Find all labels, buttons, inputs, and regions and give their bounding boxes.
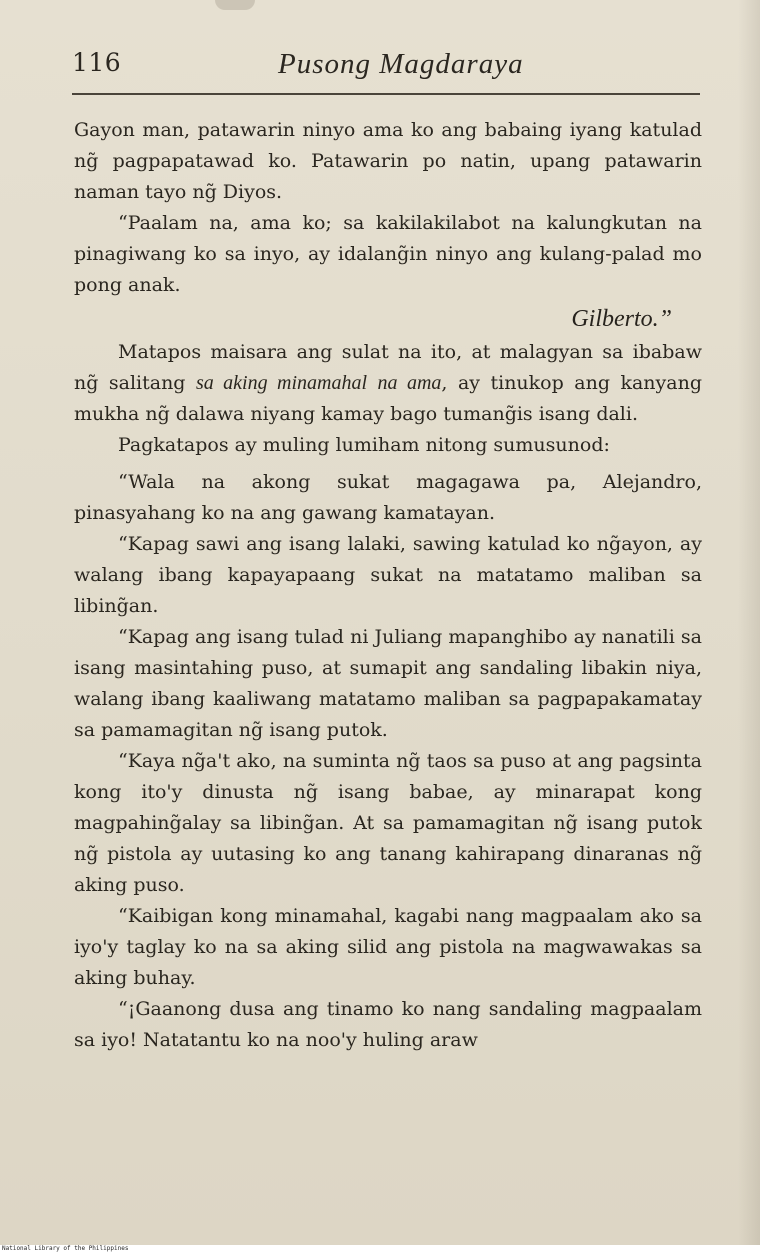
paragraph-5: “Wala na akong sukat magagawa pa, Alejandro, pinasyahang ko na ang gawang kamatayan. xyxy=(74,471,702,524)
page-edge-shadow xyxy=(738,0,760,1245)
italic-phrase-1: sa aking minamahal xyxy=(195,372,368,394)
paragraph-3-end: , ay tinukop ang kanyang mukha ng̃ dalawa niyang kamay bago tumang̃is isang dali. xyxy=(74,372,702,425)
paragraph-9: “Kaibigan kong minamahal, kagabi nang magpaalam ako sa iyo'y taglay ko na sa aking silid ang pistola na magwawakas sa aking buhay. xyxy=(74,905,702,989)
page-body xyxy=(74,115,702,1165)
paragraph-7: “Kapag ang isang tulad ni Juliang mapanghibo ay nanatili sa isang masintahing puso, at sumapit ang sandaling libakin niya, walang ibang kaaliwang matatamo maliban sa pagpapakamatay sa pamamagitan ng̃ isang putok. xyxy=(74,626,702,741)
page-smudge xyxy=(215,0,255,10)
paragraph-10: “¡Gaanong dusa ang tinamo ko nang sandaling magpaalam sa iyo! Natatantu ko na noo'y huling araw xyxy=(74,998,702,1051)
paragraph-4: Pagkatapos ay muling lumiham nitong sumusunod: xyxy=(118,434,610,456)
page-header xyxy=(72,46,700,82)
italic-phrase-2: na ama xyxy=(377,372,442,394)
paragraph-3-start: Matapos maisara ang sulat na ito, at malagyan sa ibabaw ng̃ salitang xyxy=(74,341,702,394)
library-credit: National Library of the Philippines xyxy=(2,1245,129,1252)
paragraph-2: “Paalam na, ama ko; sa kakilakilabot na kalungkutan na pinagiwang ko sa inyo, ay idalang̃in ninyo ang kulang-palad mo pong anak. xyxy=(74,212,702,296)
page-number: 116 xyxy=(72,48,122,77)
paragraph-8: “Kaya ng̃a't ako, na suminta ng̃ taos sa puso at ang pagsinta kong ito'y dinusta ng̃ isang babae, ay minarapat kong magpahing̃alay sa libing̃an. At sa pamamagitan ng̃ isang putok ng̃ pistola ay uutasing ko ang tanang kahirapang dinaranas ng̃ aking puso. xyxy=(74,750,702,896)
letter-signature: Gilberto.” xyxy=(571,306,672,332)
paragraph-6: “Kapag sawi ang isang lalaki, sawing katulad ko ng̃ayon, ay walang ibang kapayapaang sukat na matatamo maliban sa libing̃an. xyxy=(74,533,702,617)
running-title: Pusong Magdaraya xyxy=(278,48,524,80)
paragraph-3 xyxy=(74,337,702,430)
header-rule xyxy=(72,93,700,95)
paragraph-1: Gayon man, patawarin ninyo ama ko ang babaing iyang katulad ng̃ pagpapatawad ko. Patawarin po natin, upang patawarin naman tayo ng̃ Diyos. xyxy=(74,119,702,203)
paragraph-3-space xyxy=(367,372,377,394)
